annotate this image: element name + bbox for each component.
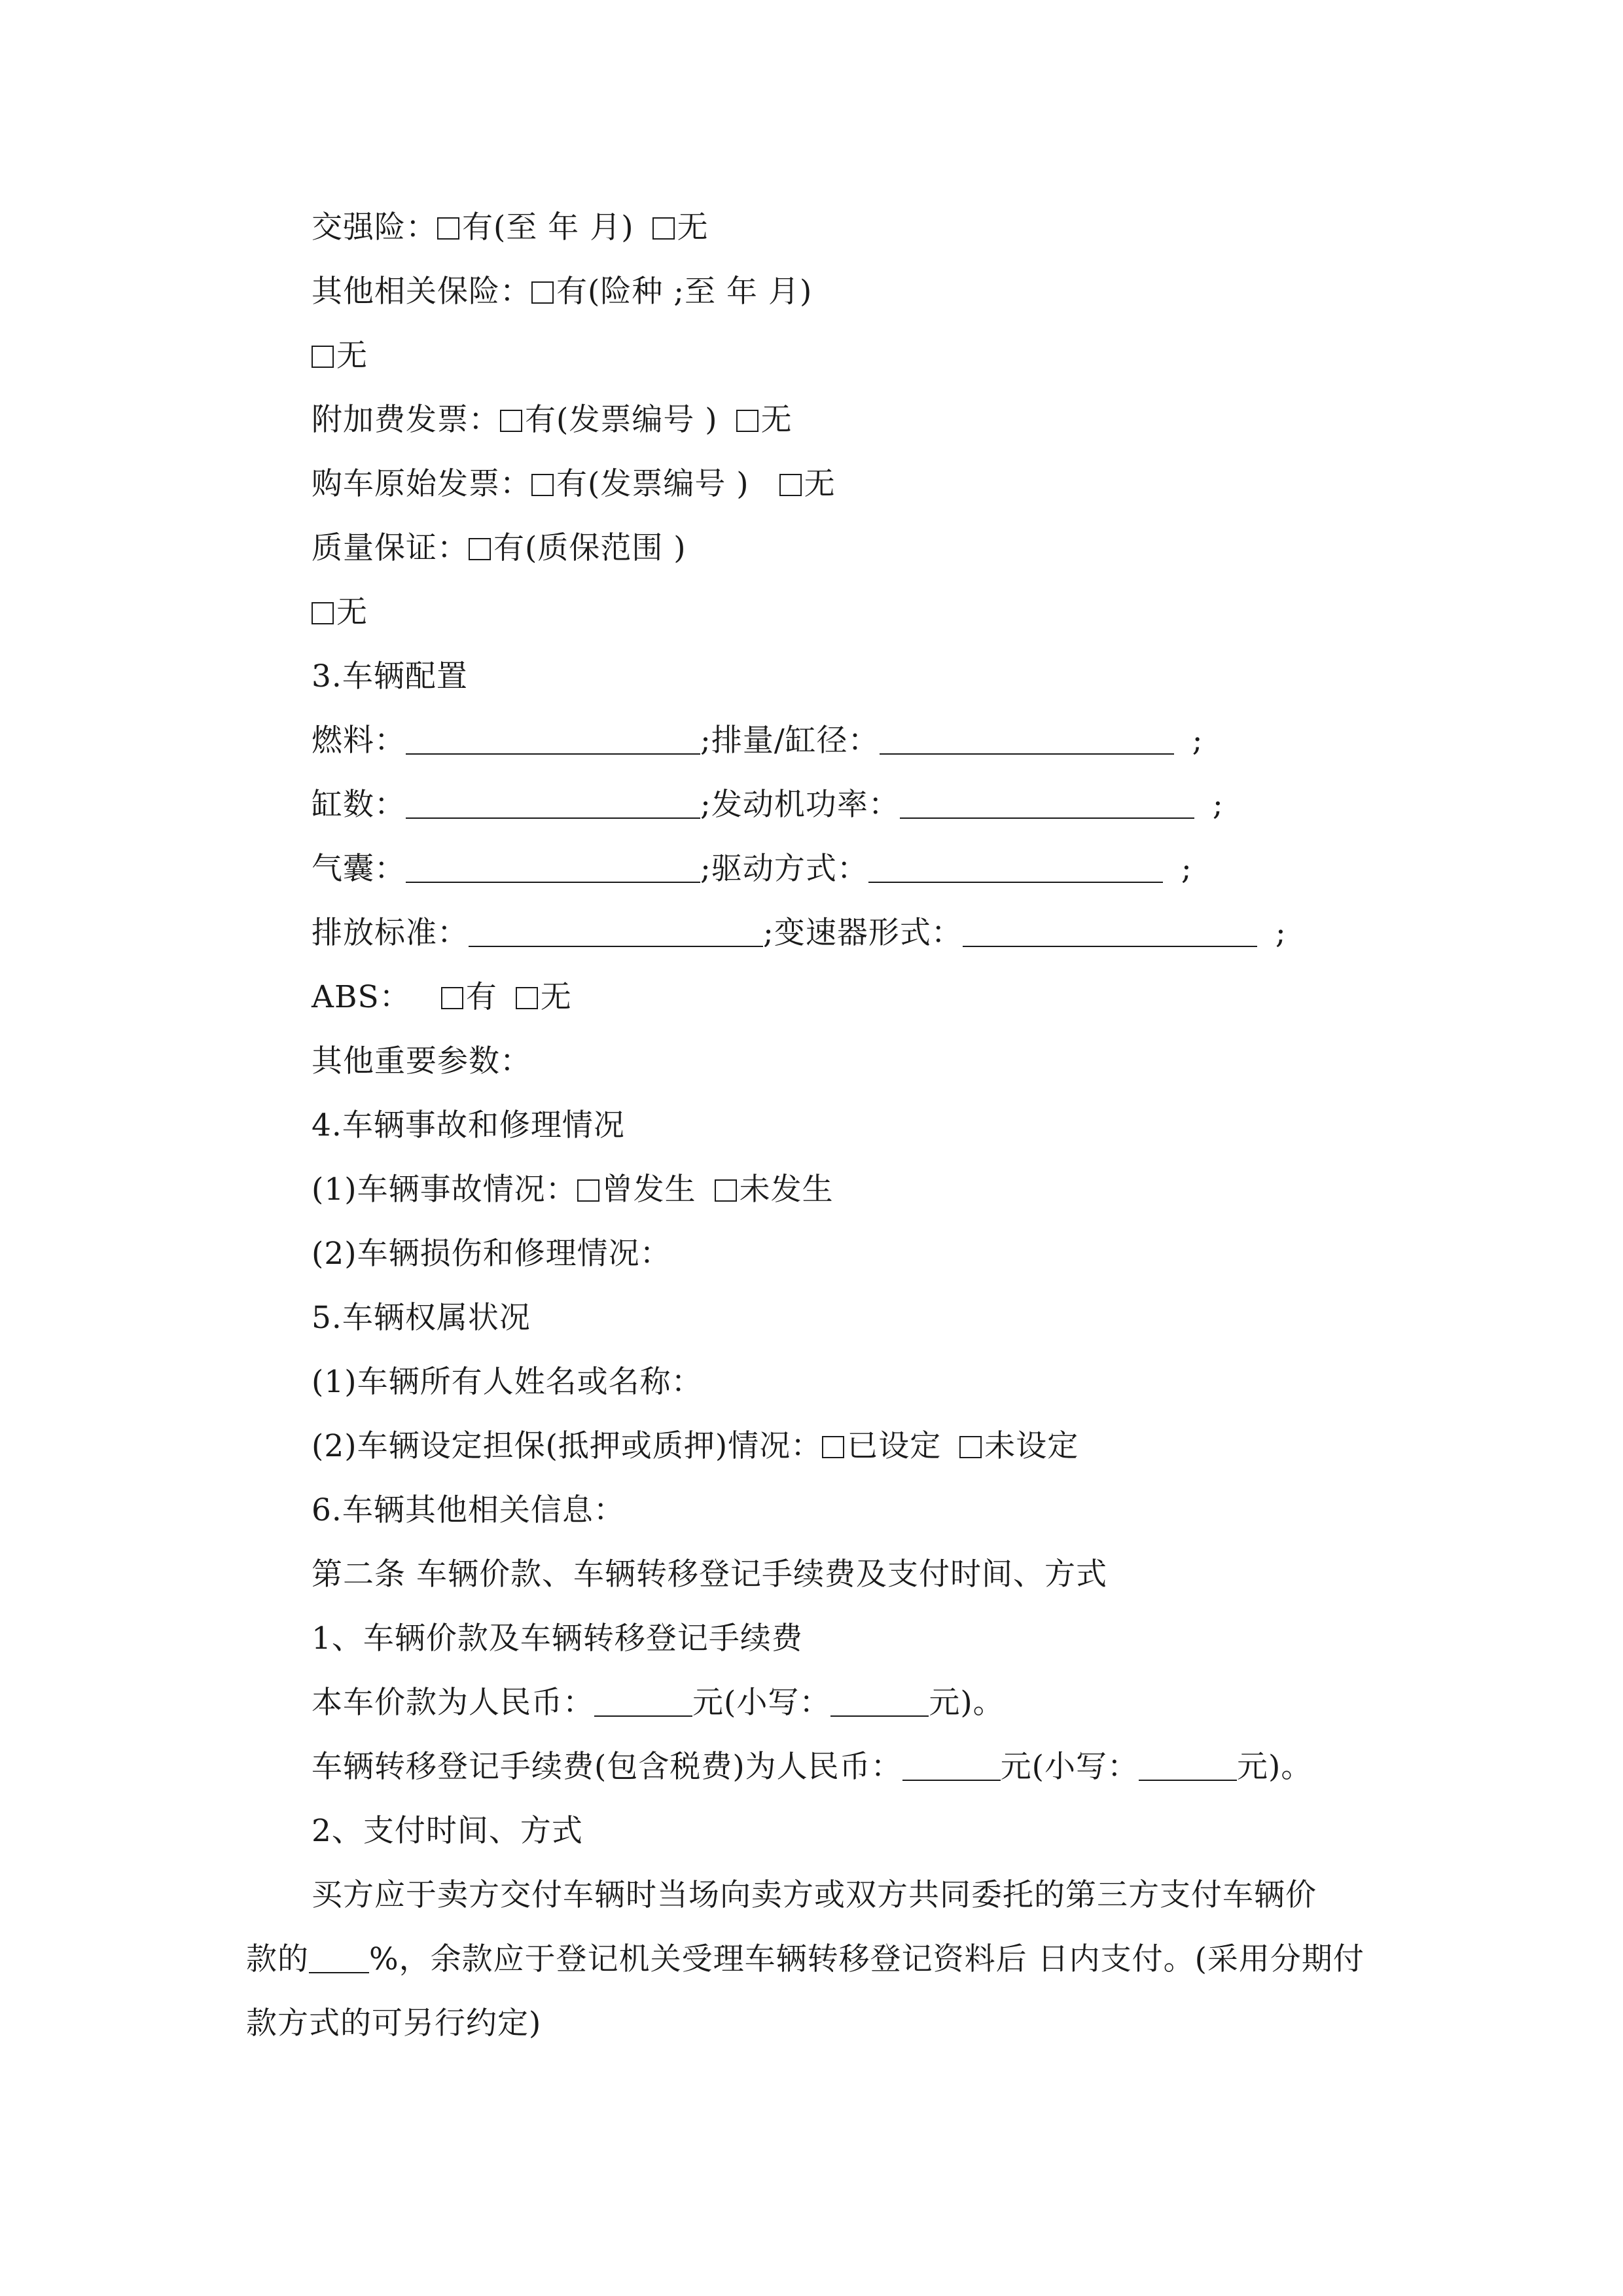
checkbox[interactable] [959,1436,982,1458]
checkbox[interactable] [516,987,538,1009]
checkbox[interactable] [652,217,675,240]
option-label: 无 [336,594,368,630]
fill-blank[interactable] [830,1687,929,1717]
option-label: 无 [804,466,836,502]
separator: ; [1181,851,1192,887]
checkbox[interactable] [500,410,522,432]
label: (2)车辆设定担保(抵押或质押)情况： [312,1428,823,1464]
fill-blank[interactable] [880,725,1174,755]
label: 其他重要参数： [312,1043,531,1079]
warranty-line [312,529,687,568]
separator: ; [1212,787,1224,823]
separator: ; [1275,915,1287,951]
label: 车辆转移登记手续费(包含税费)为人民币： [312,1749,902,1785]
article-heading [312,1555,1107,1594]
checkbox[interactable] [822,1436,844,1458]
abs-line [312,978,572,1017]
label: ;发动机功率： [700,787,900,823]
label: ;驱动方式： [700,851,868,887]
separator: ; [1192,723,1204,759]
section-heading [312,1106,625,1145]
label: 燃料： [312,723,406,759]
fill-blank[interactable] [963,917,1257,947]
option-label: 曾发生 [601,1172,696,1208]
label: 本车价款为人民币： [312,1685,594,1721]
label: (1)车辆所有人姓名或名称： [312,1364,703,1400]
other-params-line [312,1042,531,1081]
label: 元)。 [929,1685,1005,1721]
heading-text: 5.车辆权属状况 [312,1300,531,1336]
airbag-line [312,850,1192,889]
surcharge-invoice-line [312,401,793,440]
payment-paragraph-line [312,1876,1317,1915]
fill-blank[interactable] [406,725,700,755]
label: 附加费发票： [312,402,500,438]
fill-blank[interactable] [900,789,1194,819]
paragraph-text: 款方式的可另行约定) [246,2005,542,2041]
payment-paragraph-line [246,2004,541,2043]
checkbox[interactable] [441,987,463,1009]
label: 其他相关保险： [312,274,531,310]
damage-line [312,1234,671,1274]
guarantee-line [312,1427,1079,1466]
fill-blank[interactable] [309,1943,369,1973]
heading-text: 3.车辆配置 [312,658,468,694]
subsection-heading [312,1619,803,1659]
checkbox[interactable] [531,281,554,304]
label: ABS： [312,979,411,1015]
label: 质量保证： [312,530,469,566]
other-insurance-line [312,272,812,312]
label: (2)车辆损伤和修理情况： [312,1236,671,1272]
section-heading [312,1299,531,1338]
transfer-fee-line [312,1748,1312,1787]
option-label: 未设定 [984,1428,1079,1464]
fuel-line [312,721,1204,761]
checkbox[interactable] [437,217,459,240]
price-line [312,1683,1005,1723]
heading-text: 6.车辆其他相关信息： [312,1492,625,1528]
option-label: 有(发票编号 ) [525,402,718,438]
label: ;变速器形式： [763,915,963,951]
section-heading [312,657,468,696]
fill-blank[interactable] [594,1687,692,1717]
other-insurance-none-line [312,336,368,376]
label: 气囊： [312,851,406,887]
option-label: 无 [540,979,572,1015]
paragraph-text: %，余款应于登记机关受理车辆转移登记资料后 日内支付。(采用分期付 [369,1941,1364,1977]
warranty-none-line [312,593,368,632]
label: 排放标准： [312,915,469,951]
checkbox[interactable] [312,346,334,368]
option-label: 有(至 年 月) [462,209,634,245]
option-label: 有(险种 ;至 年 月) [556,274,813,310]
option-label: 有(质保范围 ) [493,530,687,566]
checkbox[interactable] [531,474,554,496]
fill-blank[interactable] [406,853,700,883]
emission-line [312,914,1287,953]
label: (1)车辆事故情况： [312,1172,577,1208]
label: ;排量/缸径： [700,723,880,759]
checkbox[interactable] [715,1179,737,1202]
subsection-heading [312,1812,583,1851]
paragraph-text: 买方应于卖方交付车辆时当场向卖方或双方共同委托的第三方支付车辆价 [312,1877,1317,1913]
compulsory-insurance-line [312,208,709,247]
checkbox[interactable] [312,602,334,624]
checkbox[interactable] [736,410,758,432]
checkbox[interactable] [577,1179,599,1202]
option-label: 有(发票编号 ) [556,466,749,502]
fill-blank[interactable] [1139,1751,1237,1781]
accident-line [312,1170,834,1210]
fill-blank[interactable] [406,789,700,819]
label: 购车原始发票： [312,466,531,502]
heading-text: 2、支付时间、方式 [312,1813,583,1849]
option-label: 无 [336,338,368,374]
label: 元)。 [1237,1749,1313,1785]
label: 交强险： [312,209,437,245]
heading-text: 4.车辆事故和修理情况 [312,1107,625,1143]
option-label: 无 [677,209,709,245]
payment-paragraph-line [246,1940,1364,1979]
option-label: 有 [465,979,497,1015]
option-label: 未发生 [739,1172,834,1208]
fill-blank[interactable] [469,917,763,947]
paragraph-text: 款的 [246,1941,309,1977]
fill-blank[interactable] [868,853,1163,883]
option-label: 无 [760,402,793,438]
label: 元(小写： [692,1685,831,1721]
label: 元(小写： [1000,1749,1139,1785]
heading-text: 第二条 车辆价款、车辆转移登记手续费及支付时间、方式 [312,1556,1107,1592]
owner-line [312,1363,703,1402]
cylinder-line [312,785,1224,825]
label: 缸数： [312,787,406,823]
original-invoice-line [312,465,836,504]
option-label: 已设定 [847,1428,942,1464]
fill-blank[interactable] [902,1751,1001,1781]
heading-text: 1、车辆价款及车辆转移登记手续费 [312,1621,803,1657]
checkbox[interactable] [469,538,491,560]
section-heading [312,1491,625,1530]
checkbox[interactable] [779,474,802,496]
